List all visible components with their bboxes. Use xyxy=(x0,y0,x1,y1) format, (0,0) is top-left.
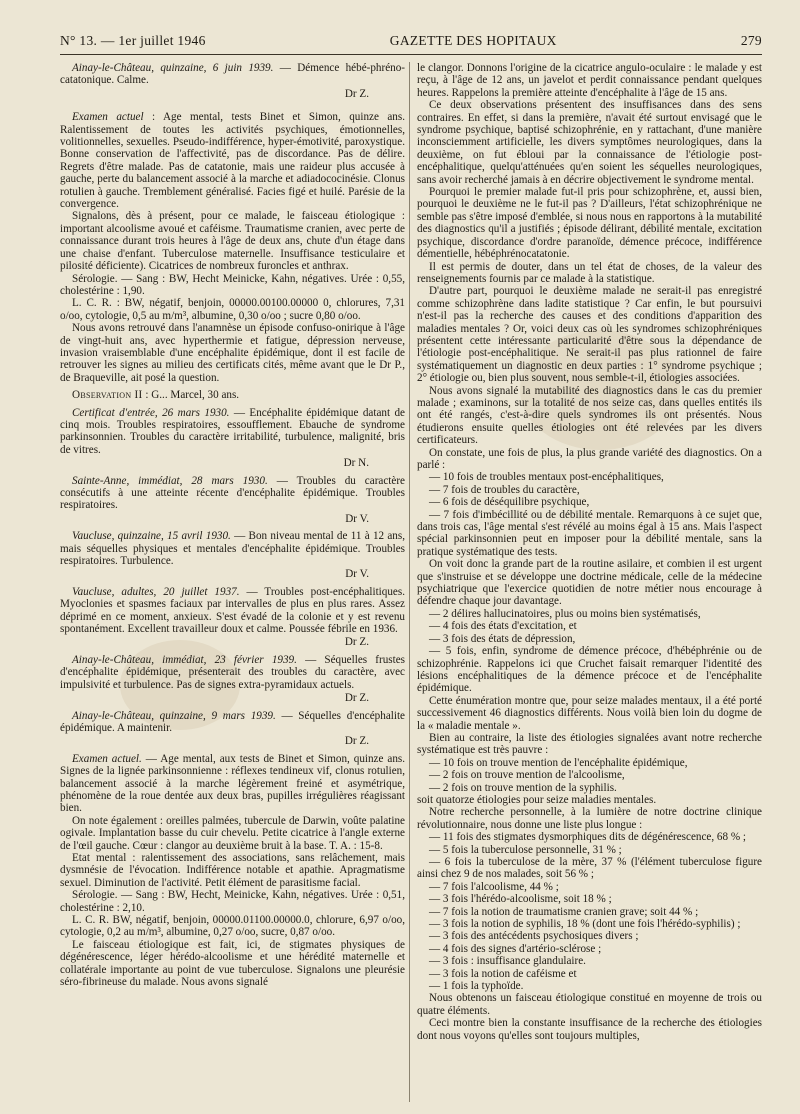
list-item: — 11 fois des stigmates dysmorphiques dits de dégénérescence, 68 % ; xyxy=(429,831,747,844)
list-item: — 3 fois des états de dépression, xyxy=(429,632,576,645)
paragraph: D'autre part, pourquoi le deuxième malade ne serait-il pas enregistré comme schizophrène dans ladite statistique ? Car enfin, le but poursuivi n'est-il pas la recherche des causes et des conditions d'apparition des maladies mentales ? Or, voici deux cas où les syndromes schizophréniques présentent cette intéressante particularité d'être sous la dépendance de l'étiologie post-encéphalitique. Ne serait-il pas plus rationnel de faire systématiquement un diagnostic en deux parties : 1° syndrome psychique ; 2° étiologie ou, bien plus souvent, nous semble-t-il, étiologies associées. xyxy=(417,285,762,385)
section-heading: Examen actuel. xyxy=(72,752,142,765)
list-item: — 7 fois l'alcoolisme, 44 % ; xyxy=(429,880,559,893)
observation-heading xyxy=(60,389,405,401)
journal-title: GAZETTE DES HOPITAUX xyxy=(389,33,557,48)
paragraph: Etat mental : ralentissement des associations, sans relâchement, mais dysmnésie de l'évocation. Indifférence notable et apathie. Apragmatisme sexuel. Diminution de l'activité. Petit élément de parasitisme facial. xyxy=(60,851,405,889)
paragraph-text: — Age mental, aux tests de Binet et Simon, quinze ans. Signes de la lignée parkinsonnienne : réflexes tendineux vif, clonus rotulien, balancement associé à la marche légèrement freiné et asymétrique, phénomène de la roue dentée aux deux bras, pupilles irrégulières réagissant bien. xyxy=(60,752,406,815)
list-item: — 4 fois des états d'excitation, et xyxy=(429,620,577,633)
signature: Dr N. xyxy=(343,457,369,470)
paragraph xyxy=(60,753,405,815)
certificate-heading: Vaucluse, quinzaine, 15 avril 1930. xyxy=(72,530,231,543)
list-item: — 5 fois, enfin, syndrome de démence précoce, d'hébéphrénie ou de schizophrénie. Rappelons ici que Cruchet faisait remarquer l'identité des lésions encéphalitiques de la démence précoce et de l'encéphalite épidémique. xyxy=(417,645,762,695)
page-header xyxy=(60,33,762,53)
certificate-heading: Certificat d'entrée, 26 mars 1930. xyxy=(72,406,230,419)
paragraph: Sérologie. — Sang : BW, Hecht Meinicke, Kahn, négatives. Urée : 0,55, cholestérine : 1,90. xyxy=(60,272,405,297)
certificate-heading: Vaucluse, adultes, 20 juillet 1937. xyxy=(72,585,240,598)
certificate-heading: Ainay-le-Château, quinzaine, 6 juin 1939. xyxy=(72,62,274,74)
paragraph: On constate, une fois de plus, la plus grande variété des diagnostics. On a parlé : xyxy=(417,446,762,471)
paragraph xyxy=(60,62,405,87)
paragraph-text: : Age mental, tests Binet et Simon, quinze ans. Ralentissement de toutes les activités psychiques, émotionnelles, volitionnelles, sexuelles. Pseudo-indifférence, hyper-émotivité, paroxystique. Bonne conservation de l'affectivité, pas de discordance. Pas de délire. Regrets d'être malade. Pas de catatonie, mais une raideur plus accusée à gauche, perte du balancement associé à la marche et adiadococinésie. Clonus rotulien à gauche. Tremblement généralisé. Facies figé et huilé. Parésie de la convergence. xyxy=(60,111,405,211)
list-item: — 7 fois de troubles du caractère, xyxy=(429,483,580,496)
paragraph: Cette énumération montre que, pour seize malades mentaux, il a été porté successivement 46 diagnostics différents. Nous voilà bien loin du dogme de la « maladie mentale ». xyxy=(417,694,762,732)
list-item: — 1 fois la typhoïde. xyxy=(429,980,524,993)
paragraph xyxy=(60,654,405,691)
signature: Dr Z. xyxy=(344,692,369,705)
signature: Dr V. xyxy=(345,568,369,581)
paragraph: Notre recherche personnelle, à la lumière de notre doctrine clinique révolutionnaire, nous donne une liste plus longue : xyxy=(417,806,762,831)
list-item: — 10 fois de troubles mentaux post-encéphalitiques, xyxy=(429,471,664,484)
paragraph: le clangor. Donnons l'origine de la cicatrice angulo-oculaire : le malade y est reçu, à l'âge de 12 ans, un javelot et perdit connaissance pendant quelques heures. Rappelons la première atteinte d'encéphalite à l'âge de 15 ans. xyxy=(417,62,762,99)
list-item: — 3 fois l'hérédo-alcoolisme, soit 18 % ; xyxy=(429,893,612,906)
paragraph xyxy=(60,530,405,567)
list-item: — 3 fois des antécédents psychosiques divers ; xyxy=(429,930,639,943)
certificate-heading: Ainay-le-Château, quinzaine, 9 mars 1939. xyxy=(72,709,276,722)
section-heading: Examen actuel xyxy=(72,111,144,124)
list-item: — 10 fois on trouve mention de l'encéphalite épidémique, xyxy=(429,756,688,769)
list-item: — 5 fois la tuberculose personnelle, 31 % ; xyxy=(429,843,622,856)
signature: Dr V. xyxy=(345,512,369,525)
page-number: 279 xyxy=(740,33,762,48)
paragraph: On note également : oreilles palmées, tubercule de Darwin, voûte palatine ogivale. Implantation basse du cuir chevelu. Petite cicatrice à l'angle externe de l'œil gauche. Cœur : clangor au deuxième bruit à la base. T. A. : 15-8. xyxy=(60,814,405,852)
observation-subject: : G... Marcel, 30 ans. xyxy=(142,389,240,402)
paragraph: L. C. R. BW, négatif, benjoin, 00000.01100.00000.0, chlorure, 6,97 o/oo, cytologie, 0,2 au m/m³, albumine, 0,27 o/oo, sucre, 0,87 o/oo. xyxy=(60,914,405,939)
paragraph: Pourquoi le premier malade fut-il pris pour schizophrène, et, aussi bien, pourquoi le deuxième ne le fut-il pas ? D'ailleurs, l'état schizophrénique ne semble pas s'être imposé d'emblée, si nous nous en rapportons à la mutabilité des diagnostics qu'il a justifiés ; épisode délirant, débilité mentale, excitation psychique, discordance d'ordre paranoïde, démence précoce, indifférence démentielle, hébéphrénocatatonie. xyxy=(417,186,762,261)
list-item: — 6 fois la tuberculose de la mère, 37 % (l'élément tuberculose figure ainsi chez 9 de nos malades, soit 56 % ; xyxy=(417,856,762,881)
paragraph: soit quatorze étiologies pour seize maladies mentales. xyxy=(417,793,657,806)
paragraph-text: — Bon niveau mental de 11 à 12 ans, mais séquelles physiques et mentales d'encéphalite épidémique. Troubles respiratoires. Turbulence. xyxy=(60,530,405,568)
list-item: — 6 fois de déséquilibre psychique, xyxy=(429,496,590,509)
list-item: — 7 fois d'imbécillité ou de débilité mentale. Remarquons à ce sujet que, dans trois cas, l'âge mental s'est révélé au moins égal à 15 ans. Mais l'aspect spécial parkinsonnien peut en imposer pour la débilité mentale, sans la pratique systématique des tests. xyxy=(417,508,762,558)
certificate-heading: Sainte-Anne, immédiat, 28 mars 1930. xyxy=(72,474,268,487)
paragraph: Sérologie. — Sang : BW, Hecht, Meinicke, Kahn, négatives. Urée : 0,51, cholestérine : 2,10. xyxy=(60,889,405,914)
paragraph-text: — Démence hébé-phréno-catatonique. Calme. xyxy=(60,62,405,87)
paragraph: Ce deux observations présentent des insuffisances dans des sens contraires. En effet, si dans la première, n'avait été surtout envisagé que le syndrome psychique, baptisé schizophrénie, en y rattachant, d'une manière inconsciemment artificielle, les divers symptômes neurologiques, dans la deuxième, on fut ébloui par la connaissance de l'étiologie post-encéphalitique, quelqu'atténuées qu'en soient les séquelles neurologiques, sans avoir recherché jamais à en décrire objectivement le syndrome mental. xyxy=(417,99,762,186)
list-item: — 4 fois des signes d'artério-sclérose ; xyxy=(429,942,602,955)
paragraph xyxy=(60,586,405,636)
header-rule xyxy=(60,54,762,55)
paragraph: Nous avons signalé la mutabilité des diagnostics dans le cas du premier malade ; examinons, sur la totalité de nos seize cas, dans quelles entités ils ont été rangés, c'est-à-dire quels syndromes ils ont présentés. Nous étudierons ensuite quelles étiologies ont été relevées par les divers certificateurs. xyxy=(417,384,762,447)
paragraph-text: — Troubles post-encéphalitiques. Myoclonies et spasmes faciaux par intervalles de plus en plus rares. Assez déprimé en ce moment, anxieux. S'est évadé de la colonie et y est revenu spontanément. Excellent travailleur doux et calme. Poussée fébrile en 1936. xyxy=(60,585,405,636)
list-item: — 7 fois la notion de traumatisme cranien grave; soit 44 % ; xyxy=(429,905,699,918)
paragraph-text: — Encéphalite épidémique datant de cinq mois. Troubles respiratoires, essoufflement. Ebauche de syndrome parkinsonnien. Troubles du caractère irritabilité, turbulence, malignité, bris de vitres. xyxy=(60,406,405,456)
left-column xyxy=(60,62,405,988)
signature: Dr Z. xyxy=(344,636,369,649)
list-item: — 3 fois la notion de caféisme et xyxy=(429,967,577,980)
paragraph: Il est permis de douter, dans un tel état de choses, de la valeur des renseignements fournis par ce malade à la statistique. xyxy=(417,260,762,285)
paragraph xyxy=(60,475,405,512)
certificate-heading: Ainay-le-Château, immédiat, 23 février 1939. xyxy=(72,653,297,666)
issue-date: N° 13. — 1er juillet 1946 xyxy=(60,33,206,48)
paragraph: L. C. R. : BW, négatif, benjoin, 00000.00100.00000 0, chlorures, 7,31 o/oo, cytologie, 0,5 au m/m³, albumine, 0,30 o/oo ; sucre 0,80 o/oo. xyxy=(60,297,405,322)
paragraph: Bien au contraire, la liste des étiologies signalées avant notre recherche systématique est très pauvre : xyxy=(417,731,762,757)
paragraph xyxy=(60,407,405,457)
paragraph: Ceci montre bien la constante insuffisance de la recherche des étiologies dont nous voyons qu'elles sont toujours multiples, xyxy=(417,1017,762,1042)
signature: Dr Z. xyxy=(344,87,369,100)
paragraph: On voit donc la grande part de la routine asilaire, et combien il est urgent que s'instruise et se développe une doctrine médicale, celle de la médecine psychiatrique que l'exercice quotidien de notre métier nous encourage à défendre chaque jour davantage. xyxy=(417,558,762,608)
list-item: — 2 fois on trouve mention de la syphilis. xyxy=(429,781,617,794)
signature: Dr Z. xyxy=(344,735,369,748)
paragraph-text: — Séquelles frustes d'encéphalite épidémique, présenterait des troubles du caractère, avec impulsivité et turbulence. Pas de signes extra-pyramidaux actuels. xyxy=(60,653,405,691)
paragraph: Le faisceau étiologique est fait, ici, de stigmates physiques de dégénérescence, léger hérédo-alcoolisme et une hérédité maternelle et collatérale importante au point de vue tuberculose. Signalons une pleurésie séro-fibrineuse du malade. Nous avons signalé xyxy=(60,938,405,989)
paragraph xyxy=(60,710,405,735)
list-item: — 2 fois on trouve mention de l'alcoolisme, xyxy=(429,769,625,782)
paragraph xyxy=(60,111,405,210)
list-item: — 3 fois : insuffisance glandulaire. xyxy=(429,955,586,968)
paragraph: Nous obtenons un faisceau étiologique constitué en moyenne de trois ou quatre éléments. xyxy=(417,992,762,1017)
observation-label: Observation II xyxy=(72,389,143,402)
paragraph: Signalons, dès à présent, pour ce malade, le faisceau étiologique : important alcoolisme avoué et caféisme. Traumatisme cranien, avec perte de connaissance durant trois heures à l'âge de deux ans, chute d'un étage dans une chaise d'enfant. Tuberculose maternelle. Insuffisance testiculaire et pilosité déficiente). Cicatrices de nombreux furoncles et anthrax. xyxy=(60,210,405,273)
paragraph-text: — Séquelles d'encéphalite épidémique. A maintenir. xyxy=(60,709,405,734)
list-item: — 3 fois la notion de syphilis, 18 % (dont une fois l'hérédo-syphilis) ; xyxy=(429,918,741,931)
paragraph: Nous avons retrouvé dans l'anamnèse un épisode confuso-onirique à l'âge de vingt-huit ans, avec hyperthermie et fatigue, dépression nerveuse, invasion vraisemblable d'une encéphalite épidémique, dont il est facile de retrouver les signes au milieu des certificats cités, même avant que le Dr P., de Braqueville, ait posé la question. xyxy=(60,322,405,384)
column-separator xyxy=(409,62,410,1102)
paragraph-text: — Troubles du caractère consécutifs à une atteinte récente d'encéphalite épidémique. Troubles respiratoires. xyxy=(60,474,405,512)
list-item: — 2 délires hallucinatoires, plus ou moins bien systématisés, xyxy=(429,607,701,620)
right-column xyxy=(417,62,762,1042)
